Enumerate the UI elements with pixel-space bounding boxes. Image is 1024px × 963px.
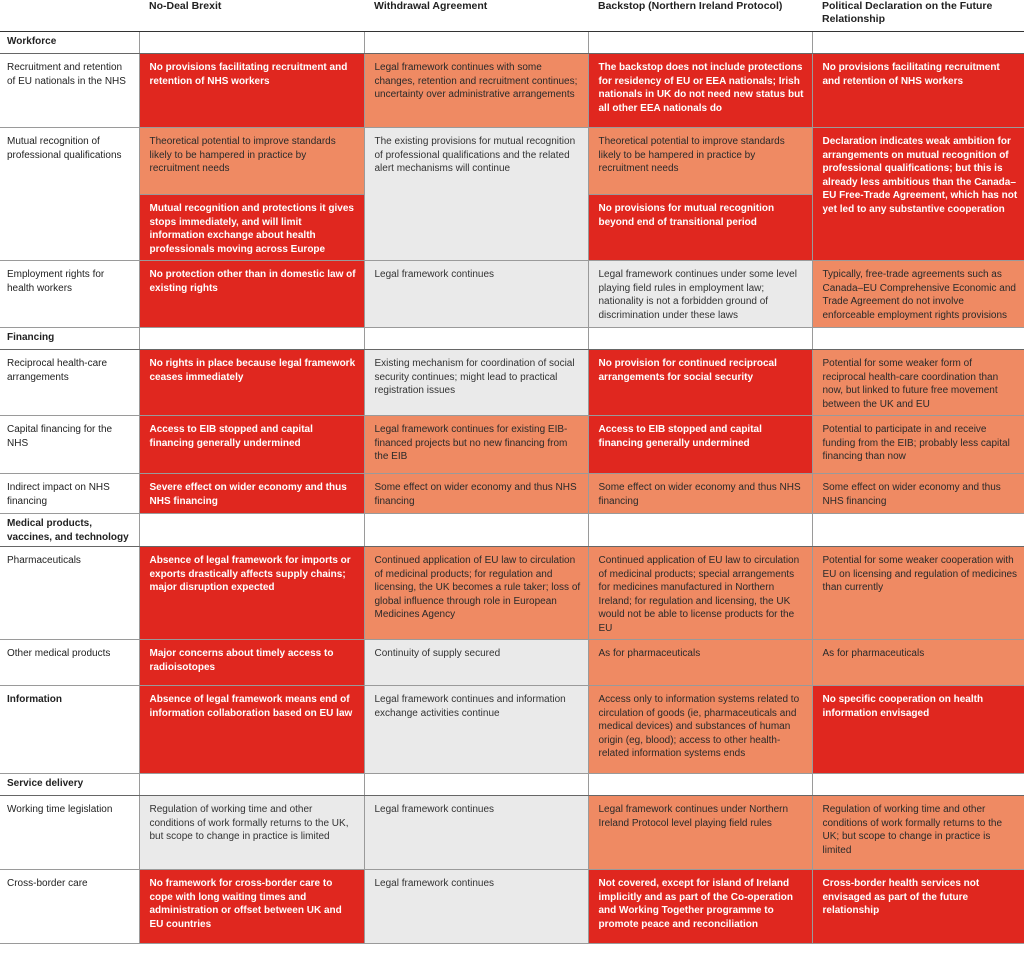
section-row <box>0 774 1024 796</box>
impact-cell: Legal framework continues for existing EIB-financed projects but no new financing from the EIB <box>364 416 588 474</box>
section-blank-cell <box>812 328 1024 350</box>
impact-cell: Regulation of working time and other conditions of work formally returns to the UK, but scope to change in practice is limited <box>139 796 364 870</box>
impact-cell: Not covered, except for island of Ireland implicitly and as part of the Co-operation and Working Together programme to promote peace and reconciliation <box>588 870 812 944</box>
impact-cell: Some effect on wider economy and thus NHS financing <box>812 474 1024 514</box>
section-blank-cell <box>139 774 364 796</box>
impact-cell: No provisions facilitating recruitment and retention of NHS workers <box>139 54 364 128</box>
section-title: Workforce <box>0 32 139 54</box>
impact-cell: Severe effect on wider economy and thus NHS financing <box>139 474 364 514</box>
impact-cell: Declaration indicates weak ambition for arrangements on mutual recognition of professional qualifications; but this is already less ambitious than the Canada–EU Free-Trade Agreement, which has not yet led to any substantive cooperation <box>812 128 1024 261</box>
impact-cell: Absence of legal framework for imports or exports drastically affects supply chains; major disruption expected <box>139 547 364 640</box>
impact-cell: As for pharmaceuticals <box>588 640 812 686</box>
impact-cell: Continuity of supply secured <box>364 640 588 686</box>
row-label: Capital financing for the NHS <box>0 416 139 474</box>
impact-cell: No provisions facilitating recruitment and retention of NHS workers <box>812 54 1024 128</box>
header-no-deal: No-Deal Brexit <box>139 0 364 32</box>
impact-cell: No specific cooperation on health information envisaged <box>812 686 1024 774</box>
header-corner <box>0 0 139 32</box>
impact-cell: Access to EIB stopped and capital financing generally undermined <box>139 416 364 474</box>
impact-cell: Some effect on wider economy and thus NHS financing <box>588 474 812 514</box>
section-blank-cell <box>364 774 588 796</box>
impact-cell: Regulation of working time and other conditions of work formally returns to the UK; but scope to change in practice is limited <box>812 796 1024 870</box>
section-row <box>0 32 1024 54</box>
section-title: Service delivery <box>0 774 139 796</box>
section-row <box>0 514 1024 547</box>
impact-cell: Legal framework continues <box>364 870 588 944</box>
section-blank-cell <box>364 514 588 547</box>
section-blank-cell <box>588 328 812 350</box>
impact-cell: Legal framework continues <box>364 796 588 870</box>
section-blank-cell <box>812 774 1024 796</box>
impact-cell: No protection other than in domestic law of existing rights <box>139 261 364 328</box>
impact-cell: Major concerns about timely access to radioisotopes <box>139 640 364 686</box>
row-label: Recruitment and retention of EU nationals in the NHS <box>0 54 139 128</box>
impact-cell: Potential to participate in and receive funding from the EIB; probably less capital financing than now <box>812 416 1024 474</box>
row-label: Reciprocal health-care arrangements <box>0 350 139 416</box>
table-row <box>0 686 1024 774</box>
impact-cell: Mutual recognition and protections it gives stops immediately, and will limit information exchange about health professionals moving across Europe <box>139 195 364 261</box>
impact-cell: Access to EIB stopped and capital financing generally undermined <box>588 416 812 474</box>
impact-cell: Legal framework continues under some level playing field rules in employment law; nationality is not a forbidden ground of discrimination under these laws <box>588 261 812 328</box>
impact-cell: Potential for some weaker form of reciprocal health-care coordination than now, but linked to future free movement between the UK and EU <box>812 350 1024 416</box>
row-label: Pharmaceuticals <box>0 547 139 640</box>
table-row <box>0 350 1024 416</box>
row-label: Information <box>0 686 139 774</box>
impact-cell: Access only to information systems related to circulation of goods (ie, pharmaceuticals and medical devices) and substances of human origin (eg, blood); access to other health-related information systems ends <box>588 686 812 774</box>
section-blank-cell <box>812 514 1024 547</box>
section-title: Medical products, vaccines, and technology <box>0 514 139 547</box>
row-label: Other medical products <box>0 640 139 686</box>
impact-cell: Existing mechanism for coordination of social security continues; might lead to practical registration issues <box>364 350 588 416</box>
section-blank-cell <box>364 32 588 54</box>
impact-cell: Legal framework continues <box>364 261 588 328</box>
table-row <box>0 547 1024 640</box>
impact-cell: Potential for some weaker cooperation with EU on licensing and regulation of medicines than currently <box>812 547 1024 640</box>
section-blank-cell <box>812 32 1024 54</box>
table-row <box>0 640 1024 686</box>
impact-cell: Theoretical potential to improve standards likely to be hampered in practice by recruitment needs <box>588 128 812 195</box>
section-row <box>0 328 1024 350</box>
impact-cell: Legal framework continues with some changes, retention and recruitment continues; uncertainty over administrative arrangements <box>364 54 588 128</box>
table-row <box>0 796 1024 870</box>
impact-cell: The existing provisions for mutual recognition of professional qualifications and the related alert mechanisms will continue <box>364 128 588 261</box>
impact-cell: Absence of legal framework means end of information collaboration based on EU law <box>139 686 364 774</box>
table-row <box>0 261 1024 328</box>
table-row <box>0 128 1024 195</box>
impact-cell: Continued application of EU law to circulation of medicinal products; special arrangements for medicines manufactured in Northern Ireland; for regulation and licensing, the UK would not be able to license products for the EU <box>588 547 812 640</box>
table-body <box>0 32 1024 944</box>
header-political-declaration: Political Declaration on the Future Relationship <box>812 0 1024 32</box>
row-label: Employment rights for health workers <box>0 261 139 328</box>
impact-cell: Some effect on wider economy and thus NHS financing <box>364 474 588 514</box>
row-label: Indirect impact on NHS financing <box>0 474 139 514</box>
impact-cell: No framework for cross-border care to cope with long waiting times and administration or offset between UK and EU countries <box>139 870 364 944</box>
impact-cell: Theoretical potential to improve standards likely to be hampered in practice by recruitment needs <box>139 128 364 195</box>
table-row <box>0 54 1024 128</box>
impact-cell: Typically, free-trade agreements such as Canada–EU Comprehensive Economic and Trade Agreement do not involve enforceable employment rights provisions <box>812 261 1024 328</box>
header-backstop: Backstop (Northern Ireland Protocol) <box>588 0 812 32</box>
impact-cell: The backstop does not include protections for residency of EU or EEA nationals; Irish nationals in UK do not need new status but all other EEA nationals do <box>588 54 812 128</box>
row-label: Mutual recognition of professional qualifications <box>0 128 139 261</box>
impact-cell: No rights in place because legal framework ceases immediately <box>139 350 364 416</box>
impact-cell: No provision for continued reciprocal arrangements for social security <box>588 350 812 416</box>
impact-cell: Legal framework continues under Northern Ireland Protocol level playing field rules <box>588 796 812 870</box>
table-row <box>0 416 1024 474</box>
row-label: Working time legislation <box>0 796 139 870</box>
header-withdrawal-agreement: Withdrawal Agreement <box>364 0 588 32</box>
section-blank-cell <box>364 328 588 350</box>
header-row <box>0 0 1024 32</box>
impact-cell: No provisions for mutual recognition beyond end of transitional period <box>588 195 812 261</box>
impact-cell: Continued application of EU law to circulation of medicinal products; for regulation and licensing, the UK becomes a rule taker; loss of global influence through role in European Medicines Agency <box>364 547 588 640</box>
table-row <box>0 870 1024 944</box>
section-blank-cell <box>139 514 364 547</box>
impact-cell: As for pharmaceuticals <box>812 640 1024 686</box>
section-blank-cell <box>588 514 812 547</box>
impact-cell: Cross-border health services not envisaged as part of the future relationship <box>812 870 1024 944</box>
section-blank-cell <box>588 32 812 54</box>
table-row <box>0 474 1024 514</box>
row-label: Cross-border care <box>0 870 139 944</box>
section-blank-cell <box>139 32 364 54</box>
section-title: Financing <box>0 328 139 350</box>
impact-cell: Legal framework continues and information exchange activities continue <box>364 686 588 774</box>
section-blank-cell <box>139 328 364 350</box>
section-blank-cell <box>588 774 812 796</box>
